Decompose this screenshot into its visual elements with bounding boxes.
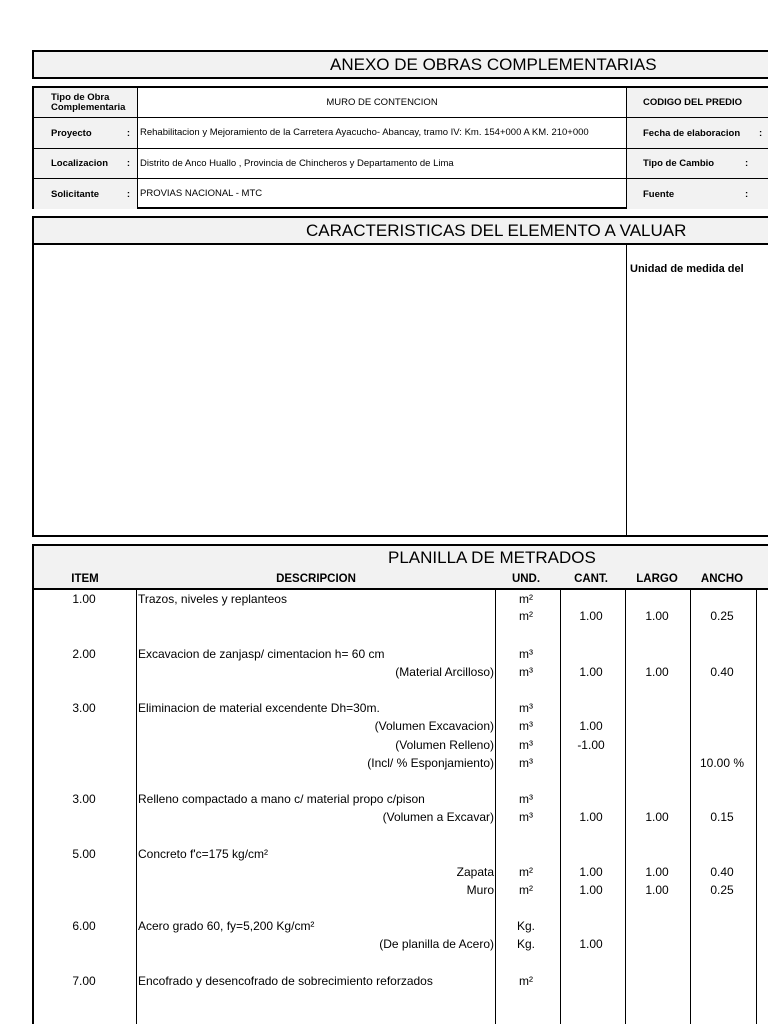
table-row	[32, 754, 768, 772]
metrados-title-banner	[32, 544, 768, 572]
row-desc: (Incl/ % Esponjamiento)	[367, 756, 494, 770]
metrados-column-headers	[32, 570, 768, 590]
info-label-localizacion: Localizacion :	[34, 149, 138, 178]
row-item: 3.00	[72, 701, 96, 715]
info-right-label-fuente: Fuente :	[626, 179, 768, 209]
row-cant: 1.00	[579, 719, 603, 733]
row-und: m²	[519, 592, 533, 606]
row-desc: Eliminacion de material excendente Dh=30m.	[138, 701, 380, 715]
row-ancho: 0.40	[710, 665, 734, 679]
row-und: m²	[519, 865, 533, 879]
info-right-label-codigo: CODIGO DEL PREDIO	[626, 88, 768, 117]
row-cant: 1.00	[579, 883, 603, 897]
table-row	[32, 845, 768, 863]
table-row	[32, 699, 768, 717]
table-row	[32, 645, 768, 663]
col-header-ancho: ANCHO	[700, 573, 744, 585]
info-value-solicitante: PROVIAS NACIONAL - MTC	[140, 188, 263, 199]
row-desc: Zapata	[456, 865, 494, 879]
table-row	[32, 717, 768, 735]
row-desc: Muro	[466, 883, 494, 897]
row-und: Kg.	[516, 919, 535, 933]
row-item: 1.00	[72, 592, 96, 606]
row-desc: (Volumen a Excavar)	[382, 810, 494, 824]
row-cant: 1.00	[579, 865, 603, 879]
row-item: 2.00	[72, 647, 96, 661]
row-ancho: 0.15	[710, 810, 734, 824]
characteristics-title: CARACTERISTICAS DEL ELEMENTO A VALUAR	[306, 220, 687, 240]
row-largo: 1.00	[645, 665, 669, 679]
table-row	[32, 881, 768, 899]
characteristics-divider	[626, 243, 627, 535]
row-largo: 1.00	[645, 810, 669, 824]
row-cant: 1.00	[579, 609, 603, 623]
row-desc: (Volumen Relleno)	[395, 738, 494, 752]
row-und: m³	[519, 792, 533, 806]
row-und: m³	[519, 756, 533, 770]
col-header-desc: DESCRIPCION	[276, 573, 356, 585]
row-und: m²	[519, 609, 533, 623]
project-info-table	[32, 86, 768, 209]
col-header-largo: LARGO	[636, 573, 678, 585]
info-row-solicitante	[34, 179, 768, 209]
row-item: 6.00	[72, 919, 96, 933]
characteristics-title-banner	[32, 216, 768, 245]
row-und: m³	[519, 665, 533, 679]
row-item: 5.00	[72, 847, 96, 861]
row-largo: 1.00	[645, 609, 669, 623]
row-desc: Relleno compactado a mano c/ material propo c/pison	[138, 792, 425, 806]
row-und: Kg.	[516, 937, 535, 951]
row-desc: Excavacion de zanjasp/ cimentacion h= 60 cm	[138, 647, 385, 661]
info-row-localizacion	[34, 149, 768, 179]
table-row	[32, 790, 768, 808]
row-ancho: 0.40	[710, 865, 734, 879]
info-value-tipo: MURO DE CONTENCION	[326, 96, 438, 108]
annex-title: ANEXO DE OBRAS COMPLEMENTARIAS	[330, 54, 657, 74]
table-row	[32, 917, 768, 935]
col-header-cant: CANT.	[574, 573, 608, 585]
row-desc: (Material Arcilloso)	[395, 665, 494, 679]
info-label-tipo: Tipo de Obra Complementaria	[34, 88, 138, 117]
row-item: 3.00	[72, 792, 96, 806]
row-desc: (Volumen Excavacion)	[374, 719, 494, 733]
table-row	[32, 935, 768, 953]
row-und: m²	[519, 883, 533, 897]
row-ancho: 10.00 %	[699, 756, 745, 770]
table-row	[32, 736, 768, 754]
row-largo: 1.00	[645, 883, 669, 897]
row-und: m²	[519, 974, 533, 988]
row-largo: 1.00	[645, 865, 669, 879]
info-right-label-tipo-cambio: Tipo de Cambio :	[626, 149, 768, 178]
row-und: m³	[519, 701, 533, 715]
metrados-title: PLANILLA DE METRADOS	[388, 548, 596, 567]
info-right-label-fecha: Fecha de elaboracion :	[626, 118, 768, 148]
info-label-proyecto: Proyecto :	[34, 118, 138, 148]
table-row	[32, 972, 768, 990]
row-item: 7.00	[72, 974, 96, 988]
info-row-proyecto	[34, 118, 768, 149]
characteristics-box	[32, 243, 768, 537]
unit-of-measure-label: Unidad de medida del	[630, 263, 744, 275]
row-ancho: 0.25	[710, 883, 734, 897]
table-row	[32, 607, 768, 625]
table-row	[32, 808, 768, 826]
row-cant: 1.00	[579, 937, 603, 951]
row-und: m³	[519, 719, 533, 733]
table-row	[32, 590, 768, 608]
row-ancho: 0.25	[710, 609, 734, 623]
row-desc: (De planilla de Acero)	[379, 937, 494, 951]
row-und: m³	[519, 738, 533, 752]
row-cant: 1.00	[579, 665, 603, 679]
table-row	[32, 863, 768, 881]
info-value-proyecto: Rehabilitacion y Mejoramiento de la Carretera Ayacucho- Abancay, tramo IV: Km. 154+000 A KM. 210+000	[140, 127, 589, 138]
row-desc: Concreto f'c=175 kg/cm²	[138, 847, 269, 861]
table-row	[32, 663, 768, 681]
row-desc: Trazos, niveles y replanteos	[138, 592, 287, 606]
row-desc: Encofrado y desencofrado de sobrecimiento reforzados	[138, 974, 433, 988]
info-row-tipo	[34, 88, 768, 118]
col-header-und: UND.	[511, 573, 541, 585]
row-und: m³	[519, 810, 533, 824]
info-label-solicitante: Solicitante :	[34, 179, 138, 209]
row-cant: -1.00	[577, 738, 605, 752]
row-desc: Acero grado 60, fy=5,200 Kg/cm²	[138, 919, 315, 933]
row-cant: 1.00	[579, 810, 603, 824]
row-und: m³	[519, 647, 533, 661]
col-header-item: ITEM	[71, 573, 99, 585]
info-value-localizacion: Distrito de Anco Huallo , Provincia de Chincheros y Departamento de Lima	[140, 157, 454, 169]
annex-title-banner	[32, 50, 768, 79]
